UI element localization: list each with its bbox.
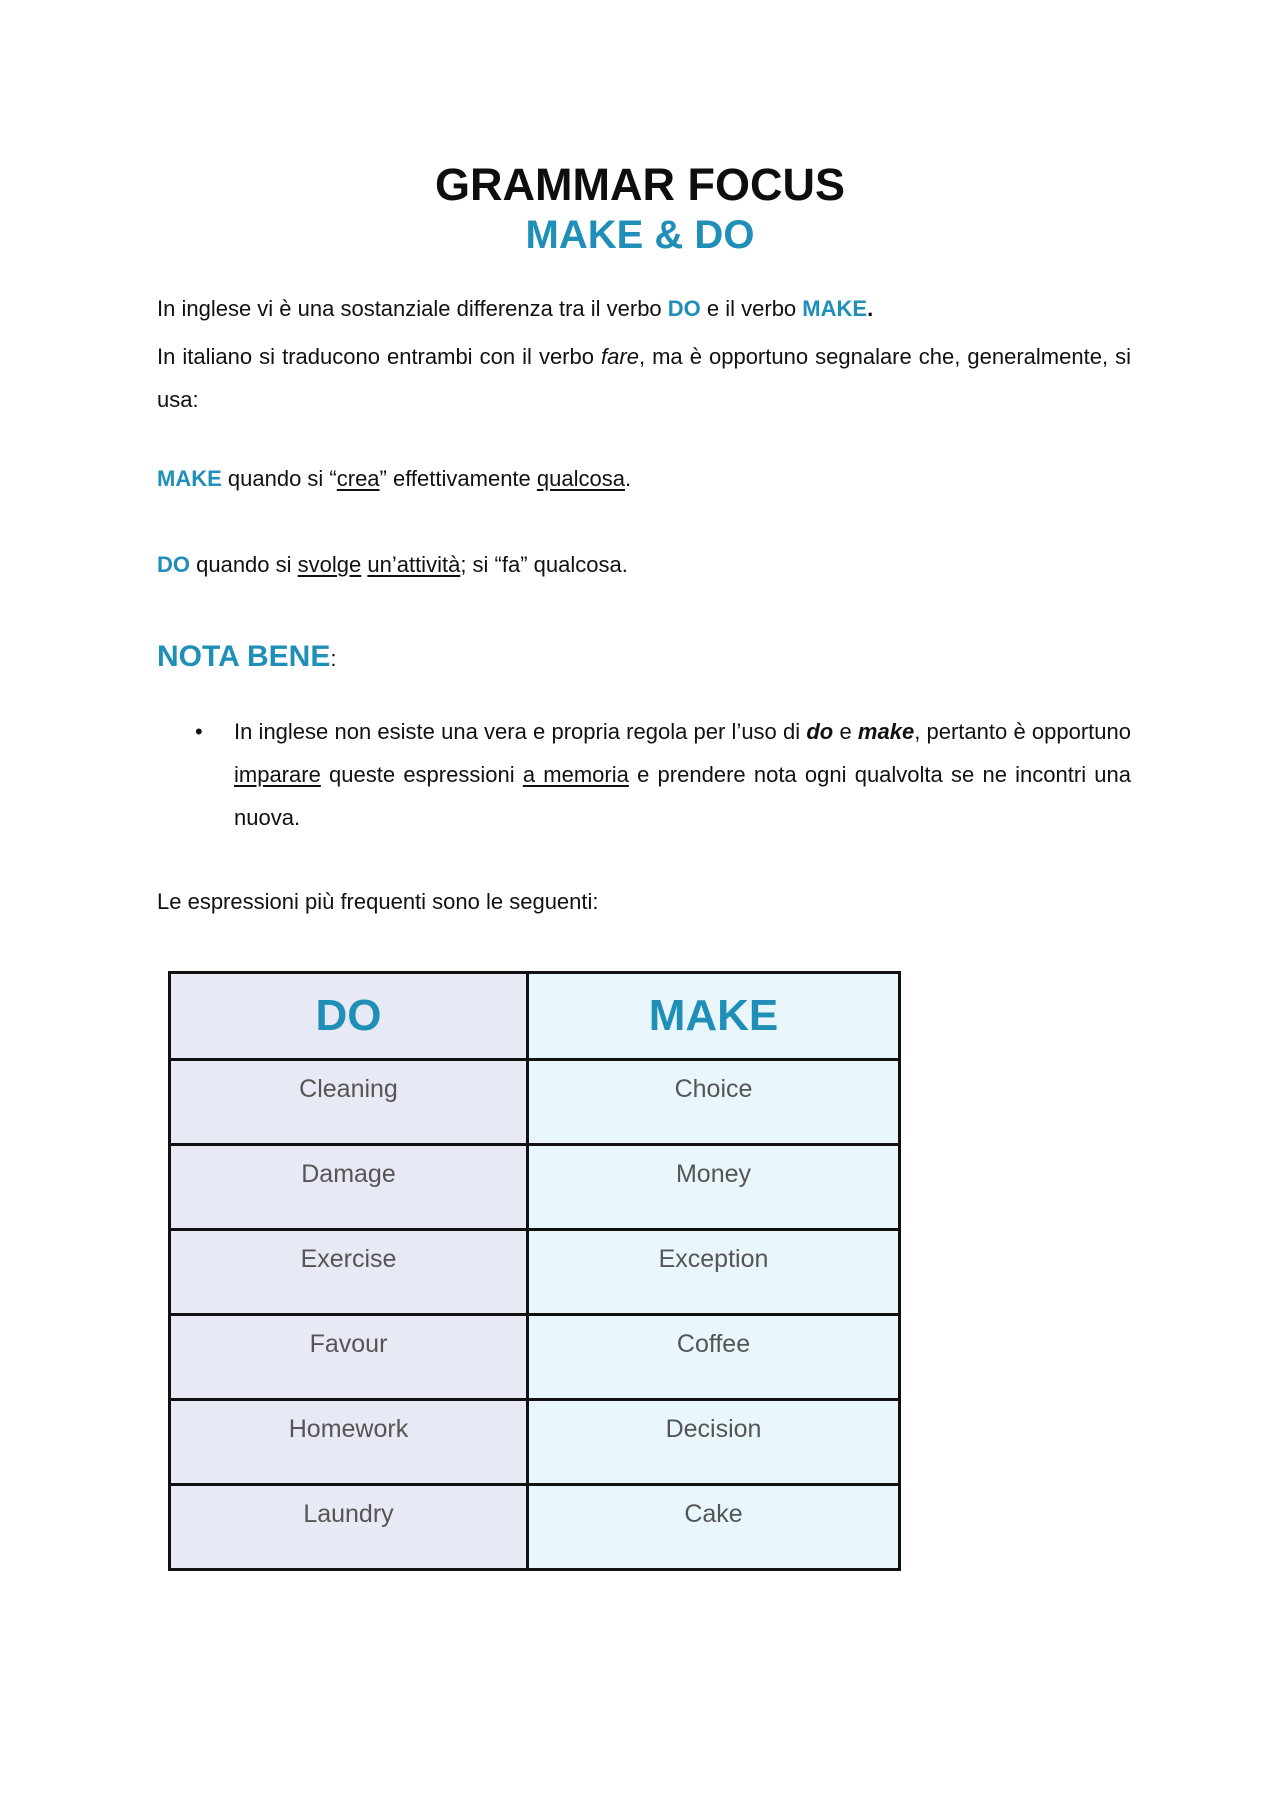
svolge-word: svolge [297, 552, 362, 577]
do-rule-text: quando si [190, 552, 298, 577]
nota-text: e prendere nota ogni qualvolta se ne incontri una nuova. [234, 762, 1132, 830]
do-rule [157, 550, 628, 580]
do-cell: Laundry [170, 1485, 528, 1570]
memoria-word: a memoria [522, 762, 629, 787]
table-row [170, 1315, 900, 1400]
crea-word: crea [336, 466, 380, 491]
attivita-word: un’attività [367, 552, 461, 577]
do-cell: Homework [170, 1400, 528, 1485]
do-cell: Cleaning [170, 1060, 528, 1145]
nota-text: queste espressioni [320, 762, 523, 787]
make-italic: make [857, 719, 915, 744]
page-subtitle: MAKE & DO [525, 213, 755, 257]
do-cell: Damage [170, 1145, 528, 1230]
make-cell: Choice [528, 1060, 900, 1145]
header-make: MAKE [528, 973, 900, 1060]
intro-text: , ma è opportuno segnalare che, generalmente, si usa: [157, 344, 1131, 412]
list-item [157, 710, 1131, 839]
nota-bene-list [157, 710, 1131, 839]
page-title: GRAMMAR FOCUS [435, 159, 845, 210]
table-row [170, 1060, 900, 1145]
intro-paragraph-line-1 [157, 294, 873, 324]
intro-text: In italiano si traducono entrambi con il verbo [157, 344, 602, 369]
make-cell: Cake [528, 1485, 900, 1570]
make-rule-text: quando si “ [221, 466, 337, 491]
do-cell: Favour [170, 1315, 528, 1400]
do-keyword: DO [667, 296, 701, 321]
table-row [170, 1400, 900, 1485]
qualcosa-word: qualcosa [536, 466, 625, 491]
table-header-row [170, 973, 900, 1060]
do-rule-text: ; si “fa” qualcosa. [460, 552, 628, 577]
make-cell: Coffee [528, 1315, 900, 1400]
table-row [170, 1145, 900, 1230]
make-cell: Money [528, 1145, 900, 1230]
intro-text: In inglese vi è una sostanziale differenza tra il verbo [157, 296, 668, 321]
bullet-icon: • [195, 719, 203, 744]
intro-period: . [867, 296, 874, 321]
imparare-word: imparare [234, 762, 321, 787]
header-do: DO [170, 973, 528, 1060]
fare-word: fare [601, 344, 639, 369]
do-rule-label: DO [157, 552, 190, 577]
make-rule [157, 464, 631, 494]
nota-bene-heading [157, 637, 336, 679]
nota-text: e [833, 719, 858, 744]
make-rule-period: . [624, 466, 632, 491]
intro-paragraph-line-2 [157, 335, 1131, 421]
make-rule-label: MAKE [157, 466, 222, 491]
make-cell: Exception [528, 1230, 900, 1315]
do-make-table [168, 971, 901, 1571]
table-row [170, 1230, 900, 1315]
nota-bene-label: NOTA BENE [157, 640, 331, 673]
make-rule-text: ” effettivamente [379, 466, 537, 491]
table-row [170, 1485, 900, 1570]
make-cell: Decision [528, 1400, 900, 1485]
expressions-intro: Le espressioni più frequenti sono le seguenti: [157, 889, 599, 914]
make-keyword: MAKE [802, 296, 868, 321]
nota-bene-colon: : [330, 646, 337, 671]
do-cell: Exercise [170, 1230, 528, 1315]
do-italic: do [806, 719, 834, 744]
intro-text: e il verbo [700, 296, 803, 321]
nota-text: , pertanto è opportuno [914, 719, 1131, 744]
nota-text: In inglese non esiste una vera e propria regola per l’uso di [234, 719, 807, 744]
